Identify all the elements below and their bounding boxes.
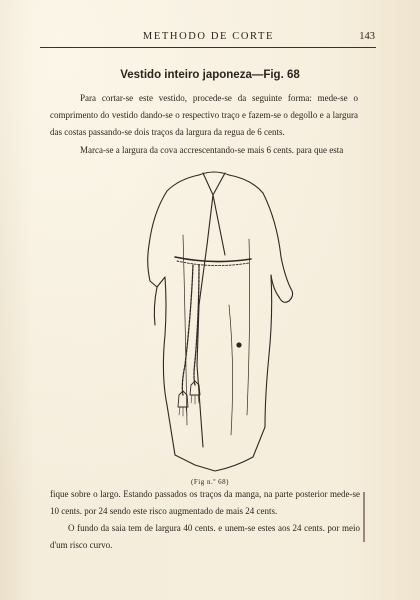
kimono-dress-illustration — [95, 165, 335, 480]
paragraph-1: Para cortar-se este vestido, procede-se da seguinte forma: mede-se o comprimento do vestido dando-se o respectivo traço e fazem-se o degollo e a largura das costas passando-se dois traços da largura da regua de 6 cents. — [50, 93, 358, 137]
page-number: 143 — [359, 31, 375, 42]
margin-mark — [363, 492, 365, 542]
running-title: METHODO DE CORTE — [142, 31, 275, 42]
figure-caption: (Fig n.º 68) — [191, 478, 229, 486]
paragraph-4: O fundo da saia tem de largura 40 cents. e unem-se estes aos 24 cents. por meio d'um risco curvo. — [50, 523, 360, 550]
paragraph-2: Marca-se a largura da cova accrescentando-se mais 6 cents. para que esta — [80, 145, 344, 155]
paragraph-3: fique sobre o largo. Estando passados os traços da manga, na parte posterior mede-se 10 cents. por 24 sendo este risco augmentado de mais 24 cents. — [50, 489, 360, 516]
section-title: Vestido inteiro japoneza—Fig. 68 — [120, 69, 300, 81]
header-rule — [40, 47, 376, 48]
